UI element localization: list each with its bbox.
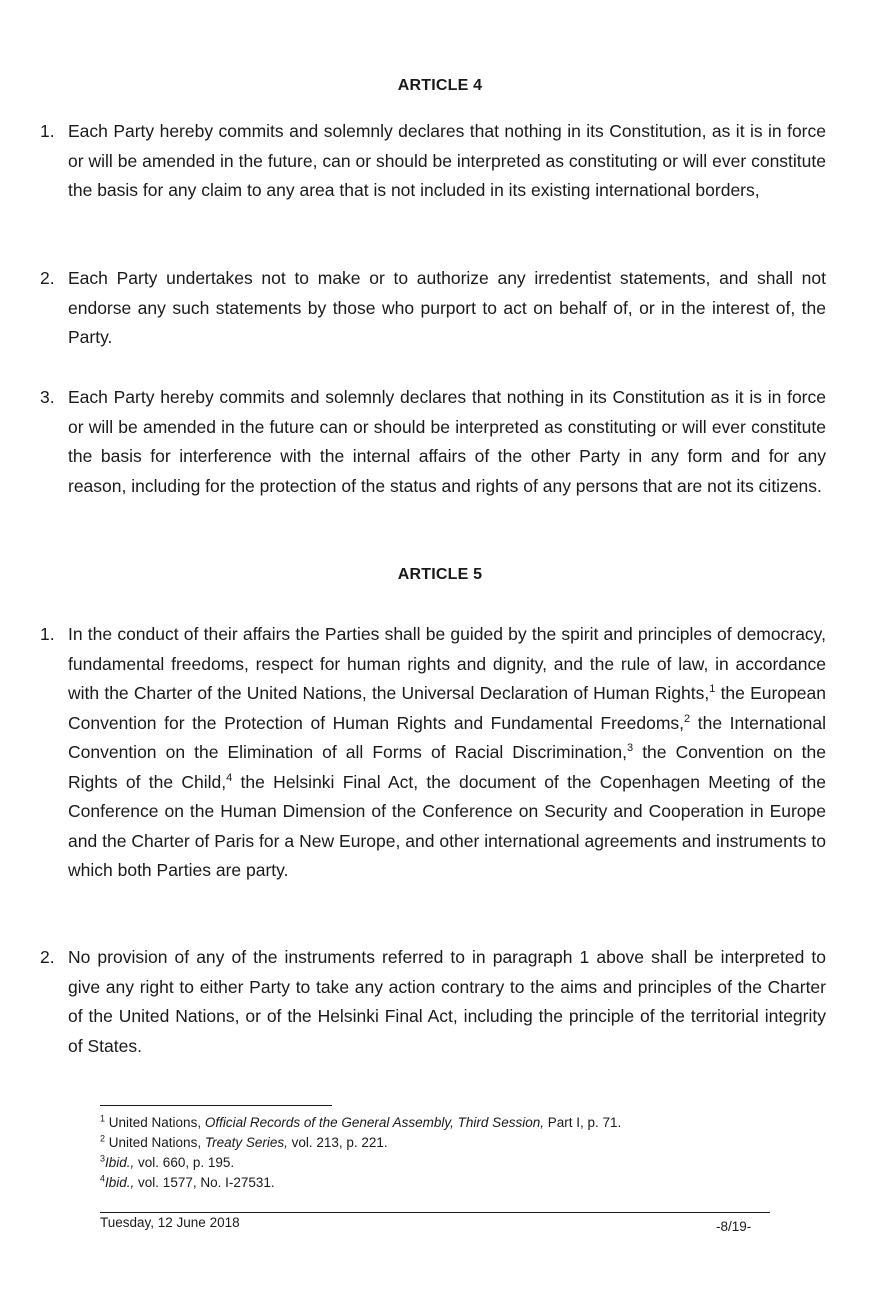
- footnote-2: $^2$ United Nations, Treaty Series, vol. 213, p. 221.: [100, 1133, 388, 1150]
- paragraph-text: Each Party hereby commits and solemnly declares that nothing in its Constitution as it is in force or will be amended in the future can or should be interpreted as constituting or will ever constitute the basis for interference with the internal affairs of the other Party in any form and for any reason, including for the protection of the status and rights of any persons that are not its citizens.: [68, 387, 826, 496]
- paragraph-text: In the conduct of their affairs the Parties shall be guided by the spirit and principles of democracy, fundamental freedoms, respect for human rights and dignity, and the rule of law, in accordance with the Charter of the United Nations, the Universal Declaration of Human Rights,$^1$ the European Convention for the Protection of Human Rights and Fundamental Freedoms,$^2$ the International Convention on the Elimination of all Forms of Racial Discrimination,$^3$ the Convention on the Rights of the Child,$^4$ the Helsinki Final Act, the document of the Copenhagen Meeting of the Conference on the Human Dimension of the Conference on Security and Cooperation in Europe and the Charter of Paris for a New Europe, and other international agreements and instruments to which both Parties are party.: [68, 624, 826, 880]
- page-number: -8/19-: [716, 1219, 752, 1234]
- article-4-paragraph-3: [40, 383, 826, 501]
- paragraph-text: Each Party undertakes not to make or to authorize any irredentist statements, and shall not endorse any such statements by those who purport to act on behalf of, or in the interest of, the Party.: [68, 268, 826, 347]
- article-5-paragraph-2: [40, 943, 826, 1061]
- article-4-heading: ARTICLE 4: [397, 77, 483, 94]
- paragraph-number: 2.: [40, 268, 55, 288]
- footnote-ref-1: 1: [709, 683, 716, 696]
- footnote-4: $^4$Ibid., vol. 1577, No. I-27531.: [100, 1173, 275, 1190]
- footnotes: [100, 1113, 621, 1193]
- paragraph-text: No provision of any of the instruments referred to in paragraph 1 above shall be interpreted to give any right to either Party to take any action contrary to the aims and principles of the Charter of the United Nations, or of the Helsinki Final Act, including the principle of the territorial integrity of States.: [68, 947, 826, 1056]
- footer-separator: [100, 1212, 770, 1213]
- paragraph-number: 1.: [40, 121, 55, 141]
- footnote-ref-3: 3: [627, 742, 634, 755]
- paragraph-number: 2.: [40, 947, 55, 967]
- footnote-3: $^3$Ibid., vol. 660, p. 195.: [100, 1153, 235, 1170]
- paragraph-text: Each Party hereby commits and solemnly declares that nothing in its Constitution, as it is in force or will be amended in the future, can or should be interpreted as constituting or will ever constitute the basis for any claim to any area that is not included in its existing international borders,: [68, 121, 826, 200]
- footnote-separator: [100, 1105, 332, 1106]
- article-4-paragraph-1: [40, 117, 826, 206]
- article-5-paragraph-1: [40, 620, 826, 886]
- paragraph-number: 1.: [40, 624, 55, 644]
- footnote-ref-2: 2: [684, 712, 691, 725]
- footer-date: Tuesday, 12 June 2018: [100, 1215, 240, 1230]
- footnote-ref-4: 4: [226, 771, 233, 784]
- paragraph-number: 3.: [40, 387, 55, 407]
- article-4-paragraph-2: [40, 264, 826, 353]
- article-5-heading: ARTICLE 5: [397, 566, 483, 583]
- footnote-1: $^1$ United Nations, Official Records of the General Assembly, Third Session, Part I, p. 71.: [100, 1113, 622, 1130]
